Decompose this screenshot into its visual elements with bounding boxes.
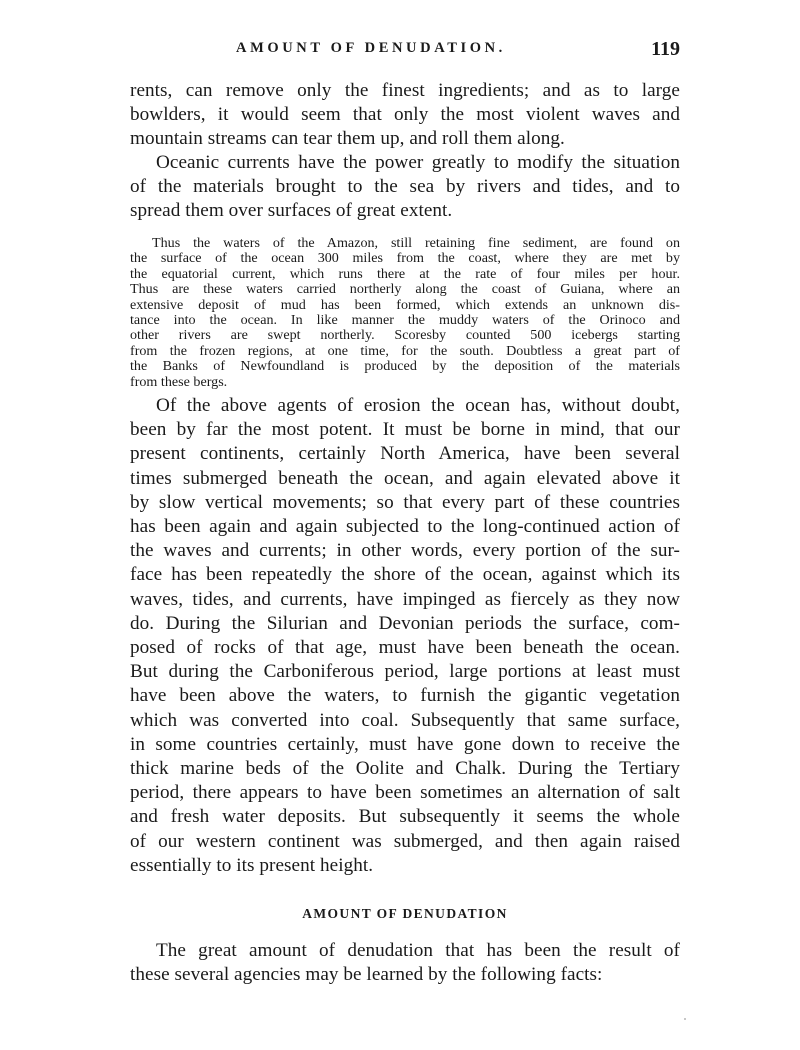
text-line: Oceanic currents have the power greatly to modify the situation	[156, 152, 680, 173]
running-title: AMOUNT OF DENUDATION.	[236, 40, 506, 56]
text-line: period, there appears to have been sometimes an alternation of salt	[130, 782, 680, 804]
paragraph-oceanic-currents	[130, 151, 680, 224]
text-line: by slow vertical movements; so that every part of these countries	[130, 491, 680, 513]
note-line: extensive deposit of mud has been formed, which extends an unknown dis-	[130, 296, 680, 313]
paper-speck	[684, 1018, 686, 1020]
text-line: the waves and currents; in other words, every portion of the sur-	[130, 540, 680, 562]
text-line: in some countries certainly, must have gone down to receive the	[130, 733, 680, 755]
text-line: waves, tides, and currents, have impinged as fiercely as they now	[130, 588, 680, 610]
note-line: other rivers are swept northerly. Scoresby counted 500 icebergs starting	[130, 327, 680, 344]
text-line: essentially to its present height.	[130, 854, 374, 876]
text-line: But during the Carboniferous period, large portions at least must	[130, 661, 680, 683]
text-line: Of the above agents of erosion the ocean has, without doubt,	[156, 395, 680, 416]
paragraph-great-amount	[130, 939, 680, 987]
note-line: Thus the waters of the Amazon, still retaining fine sediment, are found on	[152, 235, 680, 251]
running-head	[130, 36, 680, 66]
paragraph-agents-of-erosion	[130, 394, 680, 878]
text-line: thick marine beds of the Oolite and Chalk. During the Tertiary	[130, 758, 680, 780]
text-line: spread them over surfaces of great extent.	[130, 200, 453, 222]
page-number: 119	[651, 38, 680, 60]
note-line: tance into the ocean. In like manner the muddy waters of the Orinoco and	[130, 312, 680, 329]
text-line: have been above the waters, to furnish the gigantic vegetation	[130, 685, 680, 707]
note-line: from the frozen regions, at one time, for the south. Doubtless a great part of	[130, 342, 680, 359]
text-line: these several agencies may be learned by the following facts:	[130, 964, 603, 986]
text-line: bowlders, it would seem that only the most violent waves and	[130, 104, 680, 126]
text-line: mountain streams can tear them up, and roll them along.	[130, 128, 565, 150]
note-line: Thus are these waters carried northerly along the coast of Guiana, where an	[130, 281, 680, 298]
text-line: has been again and again subjected to the long-continued action of	[130, 516, 680, 538]
text-line: face has been repeatedly the shore of the ocean, against which its	[130, 564, 680, 586]
note-line: the Banks of Newfoundland is produced by the deposition of the materials	[130, 358, 680, 375]
small-print-note	[130, 236, 680, 390]
section-heading: AMOUNT OF DENUDATION	[302, 906, 508, 921]
text-line: been by far the most potent. It must be borne in mind, that our	[130, 419, 680, 441]
text-line: times submerged beneath the ocean, and again elevated above it	[130, 467, 680, 489]
note-line: the equatorial current, which runs there at the rate of four miles per hour.	[130, 265, 680, 282]
text-line: of the materials brought to the sea by rivers and tides, and to	[130, 176, 680, 198]
text-line: which was converted into coal. Subsequently that same surface,	[130, 709, 680, 731]
text-line: rents, can remove only the finest ingredients; and as to large	[130, 80, 680, 101]
text-line: posed of rocks of that age, must have been beneath the ocean.	[130, 637, 680, 659]
text-line: of our western continent was submerged, and then again raised	[130, 830, 680, 852]
text-line: do. During the Silurian and Devonian periods the surface, com-	[130, 612, 680, 634]
note-line: the surface of the ocean 300 miles from the coast, where they are met by	[130, 250, 680, 267]
paragraph-continuation	[130, 79, 680, 152]
text-line: and fresh water deposits. But subsequently it seems the whole	[130, 806, 680, 828]
note-line: from these bergs.	[130, 373, 228, 390]
text-line: The great amount of denudation that has been the result of	[156, 940, 680, 961]
text-line: present continents, certainly North America, have been several	[130, 443, 680, 465]
